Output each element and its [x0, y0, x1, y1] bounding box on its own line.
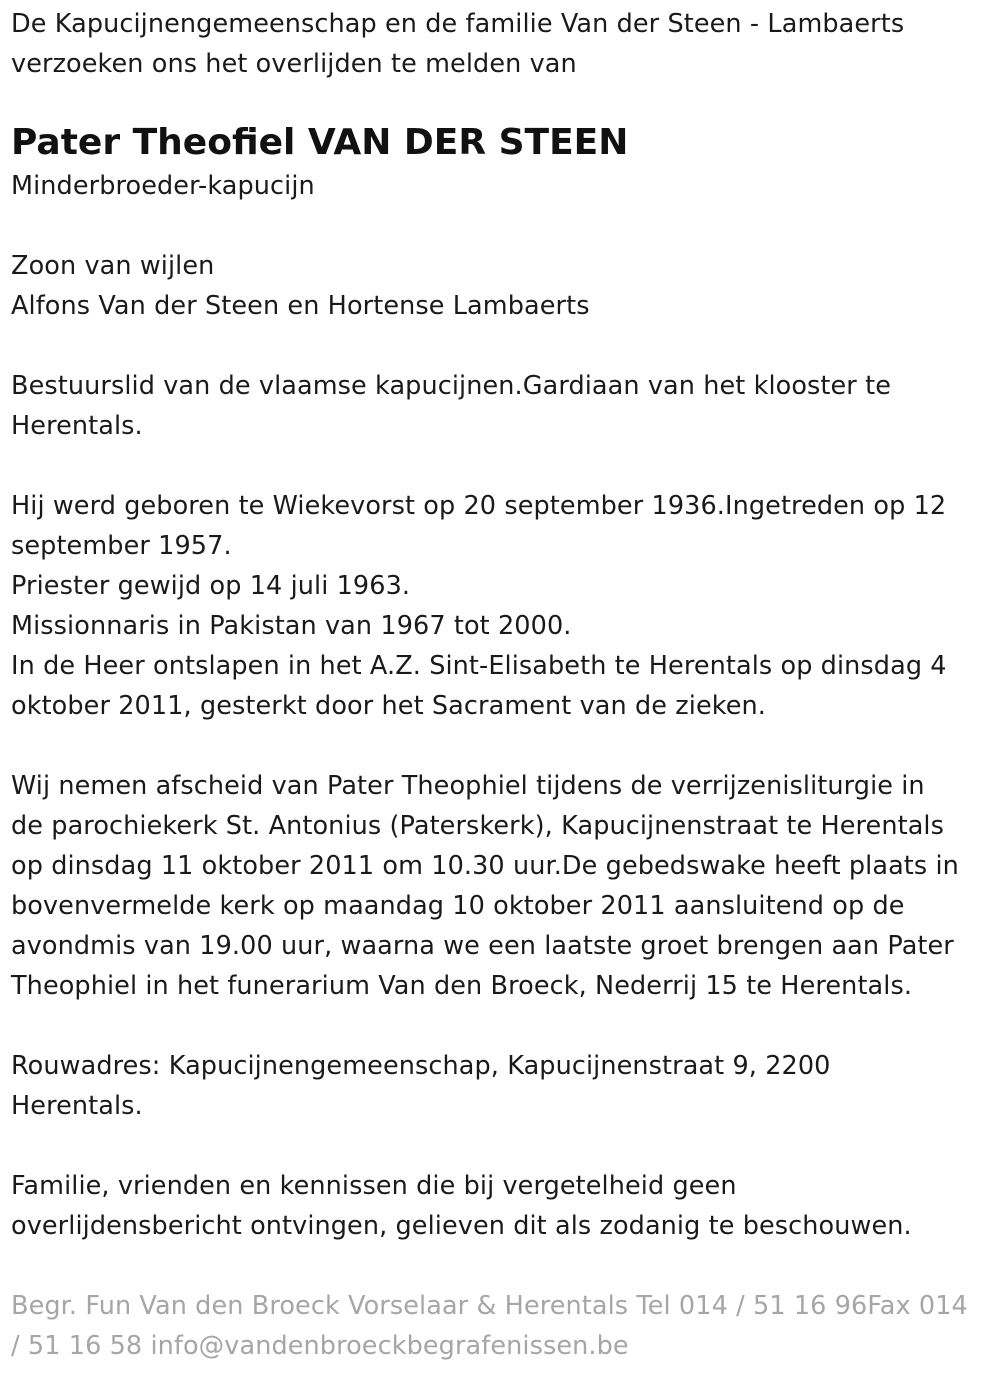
address-line-1: Rouwadres: Kapucijnengemeenschap, Kapucijnenstraat 9, 2200 [11, 1051, 831, 1081]
farewell-line-3: op dinsdag 11 oktober 2011 om 10.30 uur.De gebedswake heeft plaats in [11, 851, 959, 881]
parents-line-2: Alfons Van der Steen en Hortense Lambaerts [11, 291, 590, 321]
deceased-title: Minderbroeder-kapucijn [11, 171, 315, 201]
notice-text [11, 1166, 996, 1246]
address-line-2: Herentals. [11, 1091, 143, 1121]
parents-line-1: Zoon van wijlen [11, 251, 215, 281]
biography-line-4: Missionnaris in Pakistan van 1967 tot 2000. [11, 611, 572, 641]
farewell-line-1: Wij nemen afscheid van Pater Theophiel tijdens de verrijzenisliturgie in [11, 771, 925, 801]
notice-line-2: overlijdensbericht ontvingen, gelieven dit als zodanig te beschouwen. [11, 1211, 912, 1241]
biography-line-6: oktober 2011, gesterkt door het Sacrament van de zieken. [11, 691, 766, 721]
biography-line-3: Priester gewijd op 14 juli 1963. [11, 571, 411, 601]
parents-text [11, 246, 996, 326]
farewell-text [11, 766, 996, 1006]
footer-line-1: Begr. Fun Van den Broeck Vorselaar & Herentals Tel 014 / 51 16 96Fax 014 [11, 1291, 968, 1321]
funeral-home-footer [11, 1286, 996, 1366]
function-text [11, 366, 996, 446]
intro-line-1: De Kapucijnengemeenschap en de familie Van der Steen - Lambaerts [11, 9, 905, 39]
footer-line-2: / 51 16 58 info@vandenbroeckbegrafenissen.be [11, 1331, 629, 1361]
farewell-line-2: de parochiekerk St. Antonius (Paterskerk), Kapucijnenstraat te Herentals [11, 811, 944, 841]
biography-text [11, 486, 996, 726]
farewell-line-6: Theophiel in het funerarium Van den Broeck, Nederrij 15 te Herentals. [11, 971, 913, 1001]
function-line-2: Herentals. [11, 411, 143, 441]
farewell-line-5: avondmis van 19.00 uur, waarna we een laatste groet brengen aan Pater [11, 931, 954, 961]
notice-line-1: Familie, vrienden en kennissen die bij vergetelheid geen [11, 1171, 737, 1201]
intro-text [11, 4, 996, 84]
function-line-1: Bestuurslid van de vlaamse kapucijnen.Gardiaan van het klooster te [11, 371, 891, 401]
deceased-name: Pater Theofiel VAN DER STEEN [11, 122, 629, 163]
biography-line-1: Hij werd geboren te Wiekevorst op 20 september 1936.Ingetreden op 12 [11, 491, 947, 521]
biography-line-2: september 1957. [11, 531, 232, 561]
biography-line-5: In de Heer ontslapen in het A.Z. Sint-Elisabeth te Herentals op dinsdag 4 [11, 651, 947, 681]
address-text [11, 1046, 996, 1126]
farewell-line-4: bovenvermelde kerk op maandag 10 oktober 2011 aansluitend op de [11, 891, 905, 921]
intro-line-2: verzoeken ons het overlijden te melden van [11, 49, 577, 79]
